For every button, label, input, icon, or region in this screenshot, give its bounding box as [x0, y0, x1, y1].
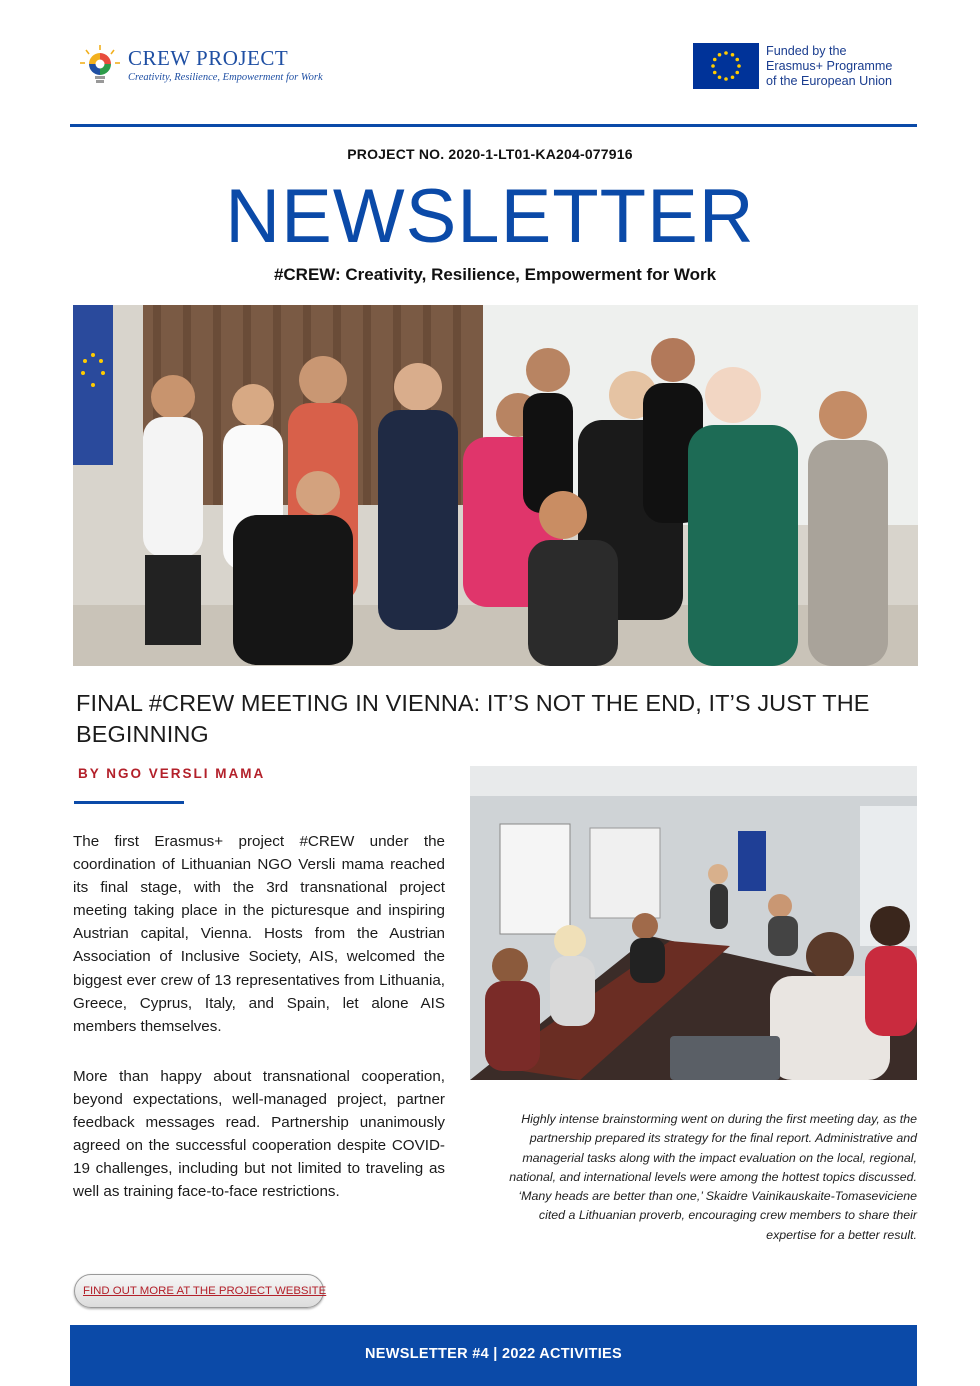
eu-star-icon: [731, 75, 735, 79]
eu-star-icon: [718, 53, 722, 57]
eu-star-icon: [731, 53, 735, 57]
logo-name: CREW PROJECT: [128, 46, 289, 70]
crew-project-logo: [78, 42, 338, 92]
photo-caption: Highly intense brainstorming went on during the first meeting day, as the partnership prepared its strategy for the final report. Administrative and managerial tasks along with the impact evaluation on the local, regional, national, and international levels were among the hottest topics discussed. ‘Many heads are better than one,’ Skaidre Vainikauskaite-Tomaseviciene cited a Lithuanian proverb, encouraging crew members to share their expertise for a better result.: [509, 1112, 917, 1242]
eu-flag-icon: [693, 43, 759, 89]
footer-label: NEWSLETTER #4 | 2022 ACTIVITIES: [365, 1346, 622, 1362]
meeting-room-photo: [470, 766, 917, 1080]
funding-line: Erasmus+ Programme: [766, 59, 893, 73]
eu-star-icon: [737, 64, 741, 68]
eu-star-icon: [735, 71, 739, 75]
project-website-link[interactable]: FIND OUT MORE AT THE PROJECT WEBSITE: [83, 1285, 327, 1297]
erasmus-funding-logo: [693, 43, 908, 89]
byline-divider: [74, 801, 184, 804]
eu-star-icon: [711, 64, 715, 68]
page-subtitle: #CREW: Creativity, Resilience, Empowerment for Work: [273, 265, 717, 284]
eu-star-icon: [724, 51, 728, 55]
footer-bar: [70, 1325, 917, 1386]
lightbulb-logo-icon: [78, 44, 122, 88]
funding-line: Funded by the: [766, 44, 847, 58]
eu-star-icon: [735, 58, 739, 62]
article-paragraph: More than happy about transnational cooperation, beyond expectations, well-managed project, partner feedback messages read. Partnership unanimously agreed on the successful cooperation despite COVID-19 challenges, including but not limited to traveling as well as training face-to-face restrictions.: [73, 1068, 445, 1201]
project-website-button[interactable]: [74, 1274, 327, 1308]
eu-star-icon: [713, 71, 717, 75]
page-title: NEWSLETTER: [225, 174, 755, 259]
project-number: PROJECT NO. 2020-1-LT01-KA204-077916: [347, 146, 633, 162]
funding-statement: [766, 44, 892, 89]
article-byline: BY NGO VERSLI MAMA: [78, 766, 266, 781]
eu-star-icon: [724, 77, 728, 81]
logo-tagline: Creativity, Resilience, Empowerment for Work: [128, 72, 323, 83]
eu-star-icon: [713, 58, 717, 62]
article-paragraph: The first Erasmus+ project #CREW under the coordination of Lithuanian NGO Versli mama reached its final stage, with the 3rd transnational project meeting taking place in the picturesque and inspiring Austrian capital, Vienna. Hosts from the Austrian Association of Inclusive Society, AIS, welcomed the biggest ever crew of 13 representatives from Lithuania, Greece, Cyprus, Italy, and Spain, let alone AIS members themselves.: [73, 833, 445, 1035]
eu-star-icon: [718, 75, 722, 79]
article-headline: FINAL #CREW MEETING IN VIENNA: IT’S NOT THE END, IT’S JUST THE BEGINNING: [76, 690, 870, 747]
funding-line: of the European Union: [766, 74, 893, 88]
header-divider: [70, 124, 917, 127]
group-photo: [73, 305, 918, 666]
